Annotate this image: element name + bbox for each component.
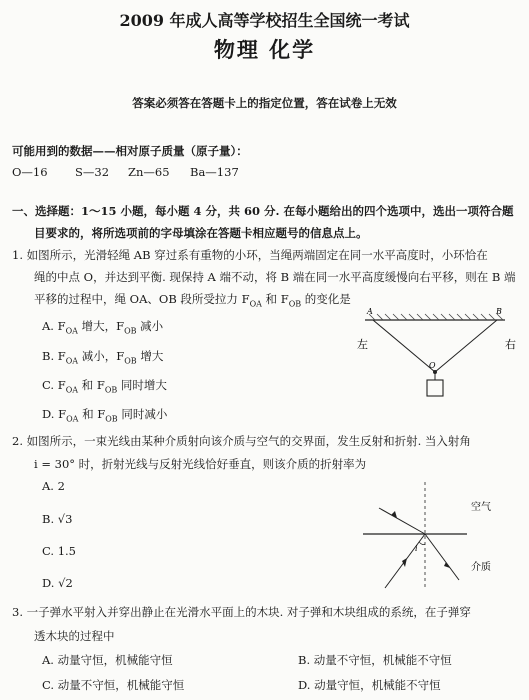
q2-option-c: C. 1.5 xyxy=(42,544,76,558)
subject-title: 物理 化学 xyxy=(213,37,316,62)
rope-oa xyxy=(373,320,435,372)
q1-option-d: D. $F_{OA}$ 和 $F_{OB}$ 同时减小 xyxy=(42,407,168,424)
q1-stem-line2: 绳的中点 O，并达到平衡. 现保持 A 端不动，将 B 端在同一水平高度缓慢向右平移，则在 B 端 xyxy=(34,270,516,284)
refracted-ray xyxy=(379,508,425,534)
q3-option-d: D. 动量守恒，机械能不守恒 xyxy=(298,678,441,692)
label-o: O xyxy=(429,361,436,370)
atomic-mass-heading: 可能用到的数据——相对原子质量（原子量）： xyxy=(12,144,248,158)
q3-option-a: A. 动量守恒，机械能守恒 xyxy=(42,653,173,667)
q1-stem-line3: 平移的过程中，绳 OA、OB 段所受拉力 $F_{OA}$ 和 $F_{OB}$ 的变化是 xyxy=(34,292,351,309)
q1-rope-ring-figure xyxy=(355,308,515,408)
q2-option-d: D. √2 xyxy=(42,576,73,590)
air-label: 空气 xyxy=(471,502,491,513)
label-right: 右 xyxy=(505,338,516,351)
label-a: A xyxy=(367,307,373,316)
q3-option-c: C. 动量不守恒，机械能守恒 xyxy=(42,678,185,692)
hanging-weight xyxy=(427,380,443,396)
q2-refraction-figure xyxy=(355,478,505,598)
label-left: 左 xyxy=(357,338,368,351)
q1-option-b: B. $F_{OA}$ 减小，$F_{OB}$ 增大 xyxy=(42,349,164,366)
q2-option-b: B. √3 xyxy=(42,512,73,526)
q1-stem-line1: 1. 如图所示，光滑轻绳 AB 穿过系有重物的小环，当绳两端固定在同一水平高度时，小环恰在 xyxy=(12,248,488,262)
q1-option-a: A. $F_{OA}$ 增大，$F_{OB}$ 减小 xyxy=(42,319,164,336)
medium-label: 介质 xyxy=(471,562,491,573)
section-instructions-line1: 一、选择题：1～15 小题，每小题 4 分，共 60 分. 在每小题给出的四个选项中，选出一项符合题 xyxy=(12,204,514,218)
label-b: B xyxy=(496,307,502,316)
atomic-mass-s: S—32 xyxy=(75,165,110,179)
reflected-ray xyxy=(425,534,459,580)
q2-stem-line2: i = 30° 时，折射光线与反射光线恰好垂直，则该介质的折射率为 xyxy=(34,457,367,471)
q2-option-a: A. 2 xyxy=(42,479,65,493)
q3-stem-line1: 3. 一子弹水平射入并穿出静止在光滑水平面上的木块. 对子弹和木块组成的系统，在子弹穿 xyxy=(12,605,471,619)
section-instructions-line2: 目要求的，将所选项前的字母填涂在答题卡相应题号的信息点上。 xyxy=(34,226,368,240)
angle-i-label: i xyxy=(415,544,418,553)
atomic-mass-o: O—16 xyxy=(12,165,48,179)
exam-title: 2009 年成人高等学校招生全国统一考试 xyxy=(119,11,410,30)
atomic-mass-zn: Zn—65 xyxy=(128,165,170,179)
answer-notice: 答案必须答在答题卡上的指定位置，答在试卷上无效 xyxy=(132,96,397,110)
q3-stem-line2: 透木块的过程中 xyxy=(34,629,115,643)
atomic-mass-ba: Ba—137 xyxy=(190,165,239,179)
q3-option-b: B. 动量不守恒，机械能不守恒 xyxy=(298,653,452,667)
q2-stem-line1: 2. 如图所示，一束光线由某种介质射向该介质与空气的交界面，发生反射和折射. 当入射角 xyxy=(12,434,471,448)
q1-option-c: C. $F_{OA}$ 和 $F_{OB}$ 同时增大 xyxy=(42,378,167,395)
rope-ob xyxy=(435,320,497,372)
